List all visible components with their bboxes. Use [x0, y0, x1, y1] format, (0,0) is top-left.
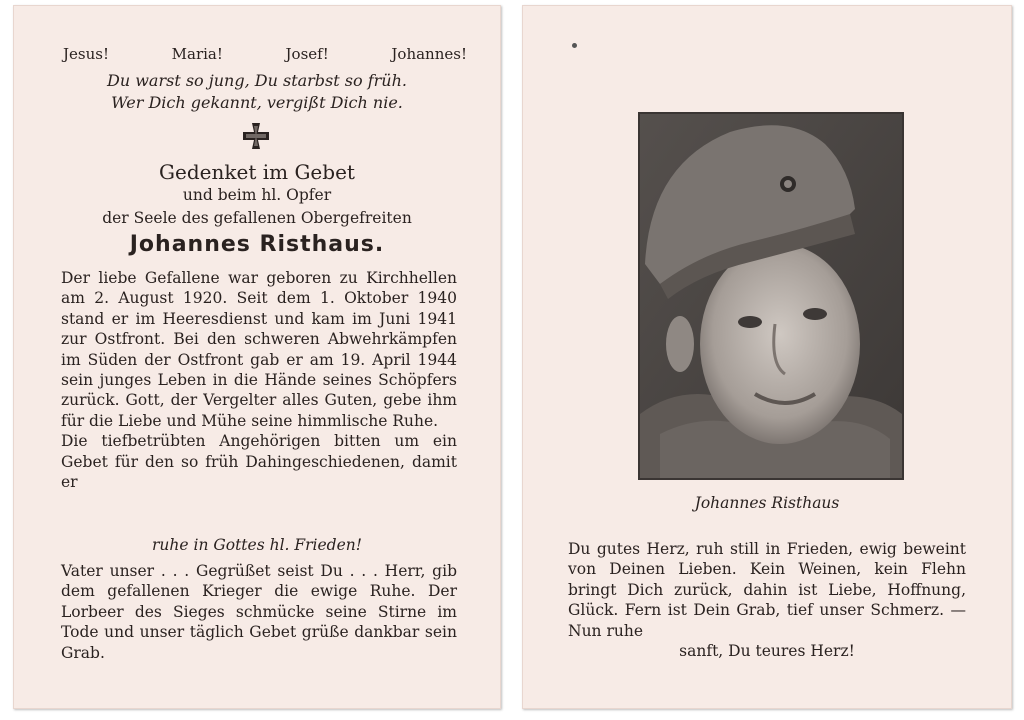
saint-maria: Maria!	[171, 45, 223, 63]
deceased-name: Johannes Risthaus.	[129, 232, 385, 257]
poem-last-line: sanft, Du teures Herz!	[679, 642, 855, 661]
paper-speck	[572, 43, 577, 48]
biography-text	[61, 268, 457, 492]
biography-paragraph: Der liebe Gefallene war geboren zu Kirchhellen am 2. August 1920. Seit dem 1. Oktober 1940 stand er im Heeresdienst und kam im Juni 1941 zur Ostfront. Bei den schweren Abwehrkämpfen im Süden der Ostfront gab er am 19. April 1944 sein junges Leben in die Hände seines Schöpfers zurück. Gott, der Vergelter alles Guten, gebe ihm für die Liebe und Mühe seine himmlische Ruhe.	[61, 269, 457, 430]
portrait-photo	[640, 114, 902, 478]
right-memorial-card	[522, 5, 1012, 709]
motto-line-1: Du warst so jung, Du starbst so früh.	[107, 71, 407, 90]
left-memorial-card	[13, 5, 501, 709]
poem-body: Du gutes Herz, ruh still in Frieden, ewig beweint von Deinen Lieben. Kein Weinen, kein Flehn bringt Dich zurück, dahin ist Liebe, Hoffnung, Glück. Fern ist Dein Grab, tief unser Schmerz. — Nun ruhe	[568, 540, 966, 640]
saint-josef: Josef!	[285, 45, 329, 63]
saint-jesus: Jesus!	[63, 45, 109, 63]
memorial-subheading-2: der Seele des gefallenen Obergefreiten	[102, 209, 412, 227]
request-paragraph: Die tiefbetrübten Angehörigen bitten um ein Gebet für den so früh Dahingeschiedenen, damit er	[61, 432, 457, 492]
portrait-caption: Johannes Risthaus	[694, 494, 840, 512]
memorial-subheading-1: und beim hl. Opfer	[182, 186, 332, 204]
iron-cross-icon	[241, 121, 271, 151]
memorial-heading: Gedenket im Gebet	[159, 160, 355, 184]
memorial-poem	[568, 539, 966, 661]
saint-johannes: Johannes!	[391, 45, 467, 63]
prayer-line: ruhe in Gottes hl. Frieden!	[152, 536, 362, 554]
closing-prayer-text: Vater unser . . . Gegrüßet seist Du . . . Herr, gib dem gefallenen Krieger die ewige Ruhe. Der Lorbeer des Sieges schmücke seine Stirne im Tode und unser täglich Gebet grüße dankbar sein Grab.	[61, 562, 457, 662]
motto-line-2: Wer Dich gekannt, vergißt Dich nie.	[111, 93, 403, 112]
saints-invocation	[63, 45, 467, 63]
